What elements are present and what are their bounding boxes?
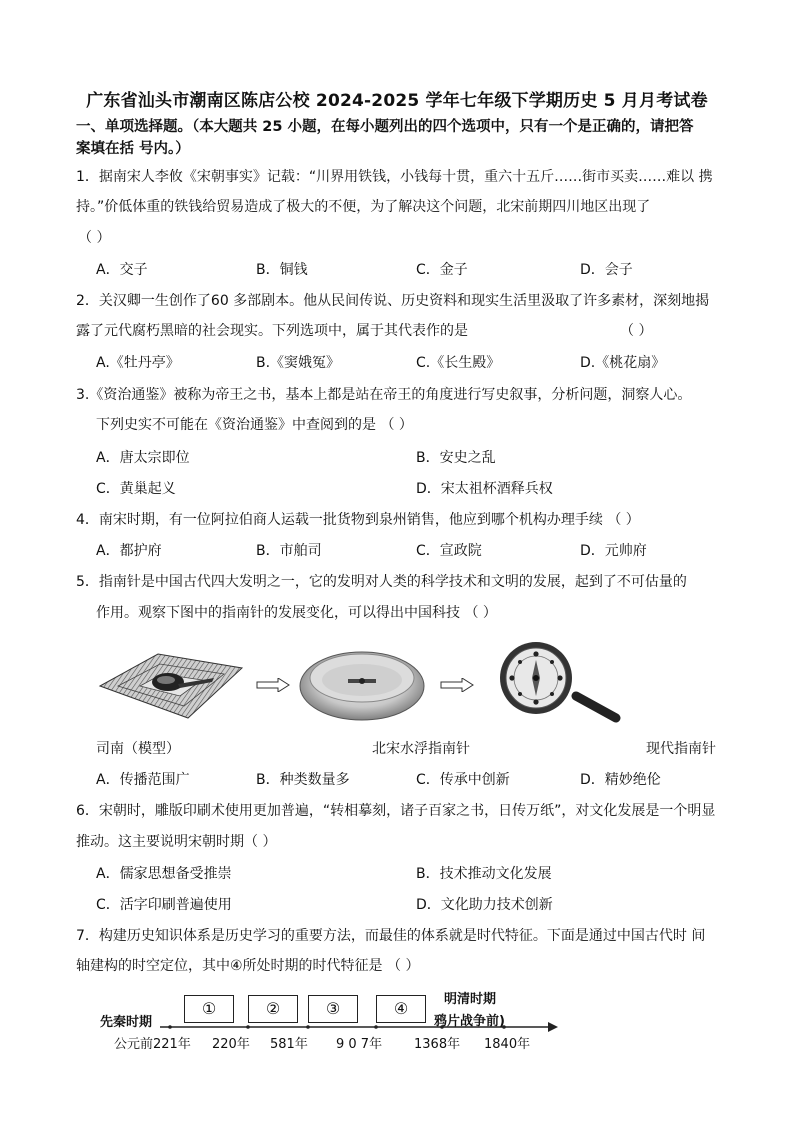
timeline-start-label: 先秦时期 — [100, 1015, 153, 1030]
q4-option-b[interactable]: B．市舶司 — [256, 543, 322, 559]
q2-stem-line1: 2．关汉卿一生创作了60 多部剧本。他从民间传说、历史资料和现实生活里汲取了许多素材，深刻地揭 — [76, 293, 710, 309]
q5-option-d[interactable]: D．精妙绝伦 — [580, 772, 661, 788]
sinan-model-image — [96, 642, 246, 724]
timeline-year-4: 9 0 7年 — [336, 1037, 383, 1052]
q2-option-b[interactable]: B.《窦娥冤》 — [256, 355, 341, 371]
q4-stem-line1: 4．南宋时期，有一位阿拉伯商人运载一批货物到泉州销售，他应到哪个机构办理手续 （ ） — [76, 512, 640, 528]
q1-stem-line1: 1．据南宋人李攸《宋朝事实》记载：“川界用铁钱，小钱每十贯，重六十五斤……街市买卖……难以 携 — [76, 169, 713, 185]
q6-option-a[interactable]: A．儒家思想备受推崇 — [96, 866, 232, 882]
timeline-end-label-2: 鸦片战争前) — [434, 1014, 505, 1029]
q6-option-c[interactable]: C．活字印刷普遍使用 — [96, 897, 232, 913]
timeline-year-3: 581年 — [270, 1037, 308, 1052]
q2-stem-line2: 露了元代腐朽黑暗的社会现实。下列选项中，属于其代表作的是 — [76, 323, 468, 339]
q2-option-a[interactable]: A.《牡丹亭》 — [96, 355, 180, 371]
timeline-year-1: 公元前221年 — [114, 1037, 191, 1052]
q3-option-a[interactable]: A．唐太宗即位 — [96, 450, 190, 466]
q4-option-d[interactable]: D．元帅府 — [580, 543, 647, 559]
q1-stem-line2: 持。”价低体重的铁钱给贸易造成了极大的不便，为了解决这个问题，北宋前期四川地区出现了 — [76, 199, 651, 215]
q2-option-c[interactable]: C.《长生殿》 — [416, 355, 501, 371]
q6-stem-line1: 6．宋朝时，雕版印刷术使用更加普遍，“转相摹刻，诸子百家之书，日传万纸”，对文化发展是一个明显 — [76, 803, 716, 819]
timeline-year-2: 220年 — [212, 1037, 250, 1052]
q3-option-c[interactable]: C．黄巢起义 — [96, 481, 176, 497]
page-title: 广东省汕头市潮南区陈店公校 2024-2025 学年七年级下学期历史 5 月月考试卷 — [86, 91, 708, 111]
timeline-box-3: ③ — [308, 995, 358, 1023]
timeline-box-1: ① — [184, 995, 234, 1023]
q3-option-b[interactable]: B．安史之乱 — [416, 450, 496, 466]
q3-option-d[interactable]: D．宋太祖杯酒释兵权 — [416, 481, 553, 497]
timeline-year-5: 1368年 — [414, 1037, 461, 1052]
q2-option-d[interactable]: D.《桃花扇》 — [580, 355, 666, 371]
q5-option-b[interactable]: B．种类数量多 — [256, 772, 350, 788]
q6-option-b[interactable]: B．技术推动文化发展 — [416, 866, 552, 882]
caption-water-compass: 北宋水浮指南针 — [372, 741, 470, 757]
q7-stem-line1: 7．构建历史知识体系是历史学习的重要方法，而最佳的体系就是时代特征。下面是通过中国古代时 间 — [76, 928, 706, 944]
q5-stem-line1: 5．指南针是中国古代四大发明之一，它的发明对人类的科学技术和文明的发展，起到了不可估量的 — [76, 574, 687, 590]
q6-stem-line2: 推动。这主要说明宋朝时期（ ） — [76, 834, 277, 850]
timeline-end-label-1: 明清时期 — [444, 992, 497, 1007]
q5-option-c[interactable]: C．传承中创新 — [416, 772, 510, 788]
modern-compass-image — [486, 642, 622, 726]
q6-option-d[interactable]: D．文化助力技术创新 — [416, 897, 553, 913]
q4-option-a[interactable]: A．都护府 — [96, 543, 162, 559]
q3-stem-line1: 3.《资治通鉴》被称为帝王之书，基本上都是站在帝王的角度进行写史叙事，分析问题，洞察人心。 — [76, 387, 692, 403]
water-compass-image — [296, 642, 428, 722]
section-heading-line2: 案填在括 号内。） — [76, 141, 190, 157]
timeline-box-4: ④ — [376, 995, 426, 1023]
q1-option-a[interactable]: A．交子 — [96, 262, 148, 278]
timeline-year-6: 1840年 — [484, 1037, 531, 1052]
q1-option-d[interactable]: D．会子 — [580, 262, 633, 278]
q2-answer-bracket: （ ） — [620, 323, 653, 339]
timeline-box-2: ② — [248, 995, 298, 1023]
section-heading-line1: 一、单项选择题。（本大题共 25 小题，在每小题列出的四个选项中，只有一个是正确的，请把答 — [76, 119, 694, 135]
arrow-right-icon — [256, 678, 290, 692]
caption-sinan: 司南（模型） — [96, 741, 180, 757]
caption-modern-compass: 现代指南针 — [646, 741, 716, 757]
q5-option-a[interactable]: A．传播范围广 — [96, 772, 190, 788]
q5-stem-line2: 作用。观察下图中的指南针的发展变化，可以得出中国科技 （ ） — [96, 605, 497, 621]
q1-option-b[interactable]: B．铜钱 — [256, 262, 308, 278]
q3-stem-line2: 下列史实不可能在《资治通鉴》中查阅到的是 （ ） — [96, 417, 413, 433]
q7-stem-line2: 轴建构的时空定位，其中④所处时期的时代特征是 （ ） — [76, 958, 420, 974]
arrow-right-icon — [440, 678, 474, 692]
q4-option-c[interactable]: C．宣政院 — [416, 543, 482, 559]
q1-answer-bracket: （ ） — [78, 230, 111, 246]
section-heading — [76, 116, 756, 160]
q1-option-c[interactable]: C．金子 — [416, 262, 468, 278]
